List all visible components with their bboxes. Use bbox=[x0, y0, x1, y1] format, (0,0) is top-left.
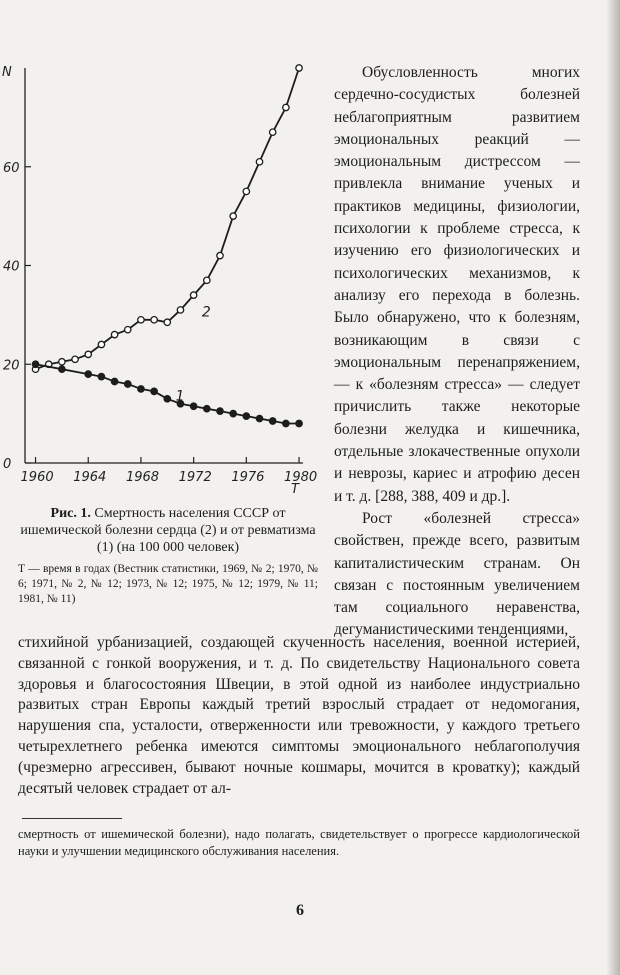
series-2-point bbox=[269, 129, 275, 135]
series-1-point bbox=[204, 405, 210, 411]
paragraph-growth: Рост «болезней стресса» свойствен, прежде всего, развитым капиталистическим странам. Он связан с постоянным увеличением там социального неравенства, дегуманистическими тенденциями, bbox=[334, 509, 580, 639]
series-2-point bbox=[256, 159, 262, 165]
y-tick-label: 60 bbox=[3, 160, 20, 176]
series-2-label: 2 bbox=[201, 304, 211, 321]
series-1-point bbox=[111, 378, 117, 384]
series-1-point bbox=[217, 408, 223, 414]
series-1-point bbox=[151, 388, 157, 394]
series-2-point bbox=[85, 351, 91, 357]
series-2-point bbox=[283, 104, 289, 110]
series-1-line bbox=[36, 364, 300, 423]
footnote: смертность от ишемической болезни), надо полагать, свидетельствует о прогрессе кардиологической науки и улучшении медицинского обслуживания населения. bbox=[18, 827, 580, 858]
x-tick-label: 1976 bbox=[231, 470, 265, 485]
mortality-chart bbox=[0, 58, 318, 498]
series-2-point bbox=[217, 252, 223, 258]
full-width-paragraph: стихийной урбанизацией, создающей скученность населения, военной истерией, связанной с гонкой вооружения, и т. д. По свидетельству Национального совета здоровья и благосостояния Швеции, в этой одной из наиболее индустриально развитых стран Европы каждый третий взрослый страдает от недомогания, нарушения спа, усталости, отверженности или тревожности, у каждого третьего четырехлетнего ребенка имеются симптомы эмоционального неблагополучия (чрезмерно агрессивен, бывают ночные кошмары, мочится в кроватку); каждый десятый человек страдает от ал- bbox=[18, 634, 580, 797]
series-2-point bbox=[138, 317, 144, 323]
series-2-point bbox=[72, 356, 78, 362]
series-1-point bbox=[164, 396, 170, 402]
series-1-point bbox=[269, 418, 275, 424]
figure-caption bbox=[18, 505, 318, 556]
right-column bbox=[334, 62, 580, 642]
x-tick-label: 1980 bbox=[284, 470, 318, 485]
series-1-point bbox=[296, 420, 302, 426]
footnote-divider bbox=[22, 818, 122, 819]
series-2-point bbox=[125, 326, 131, 332]
series-2-point bbox=[151, 317, 157, 323]
y-tick-label: 20 bbox=[3, 358, 20, 374]
x-tick-label: 1972 bbox=[178, 470, 212, 485]
y-axis-label: N bbox=[2, 65, 12, 80]
caption-label: Рис. 1. bbox=[50, 506, 91, 521]
figure-source-note: Т — время в годах (Вестник статистики, 1969, № 2; 1970, № 6; 1971, № 2, № 12; 1973, № 12; 1975, № 12; 1979, № 11; 1981, № 11) bbox=[18, 563, 318, 605]
series-1-point bbox=[98, 373, 104, 379]
series-1-point bbox=[243, 413, 249, 419]
series-1-point bbox=[125, 381, 131, 387]
series-2-point bbox=[190, 292, 196, 298]
series-1-point bbox=[138, 386, 144, 392]
series-1-label: 1 bbox=[175, 388, 185, 405]
series-2-point bbox=[59, 359, 65, 365]
series-2-point bbox=[164, 319, 170, 325]
series-1-point bbox=[256, 415, 262, 421]
series-1-point bbox=[190, 403, 196, 409]
caption-text: Смертность населения СССР от ишемической болезни сердца (2) и от ревматизма (1) (на 100 000 человек) bbox=[20, 506, 316, 555]
y-tick-label: 0 bbox=[3, 457, 12, 472]
page-edge-shadow bbox=[606, 0, 620, 975]
y-tick-label: 40 bbox=[3, 259, 20, 275]
series-1-point bbox=[85, 371, 91, 377]
series-1-point bbox=[32, 361, 38, 367]
figure-1 bbox=[0, 58, 318, 508]
x-tick-label: 1968 bbox=[125, 470, 160, 485]
page-number: 6 bbox=[296, 902, 304, 919]
series-2-point bbox=[98, 341, 104, 347]
series-2-point bbox=[296, 65, 302, 71]
series-2-point bbox=[177, 307, 183, 313]
series-2-point bbox=[243, 188, 249, 194]
series-1-point bbox=[283, 420, 289, 426]
x-tick-label: 1960 bbox=[20, 470, 54, 485]
series-2-point bbox=[230, 213, 236, 219]
series-1-point bbox=[59, 366, 65, 372]
x-axis-label: T bbox=[291, 482, 299, 497]
series-1-point bbox=[230, 410, 236, 416]
series-2-point bbox=[111, 331, 117, 337]
x-tick-label: 1964 bbox=[73, 470, 107, 485]
paragraph-stress: Обусловленность многих сердечно-сосудистых болезней неблагоприятным развитием эмоциональных реакций — эмоциональным дистрессом — привлекла внимание ученых и практиков медицины, физиологии, психологии к проблеме стресса, к изучению его физиологических и психологических механизмов, к анализу его перехода в болезнь. Было обнаружено, что к болезням, возникающим в связи с эмоциональным перенапряжением, — к «болезням стресса» — следует причислить также некоторые болезни желудка и кишечника, отдельные злокачественные опухоли и неврозы, кариес и атрофию десен и т. д. [288, 388, 409 и др.]. bbox=[334, 64, 580, 505]
series-2-point bbox=[204, 277, 210, 283]
